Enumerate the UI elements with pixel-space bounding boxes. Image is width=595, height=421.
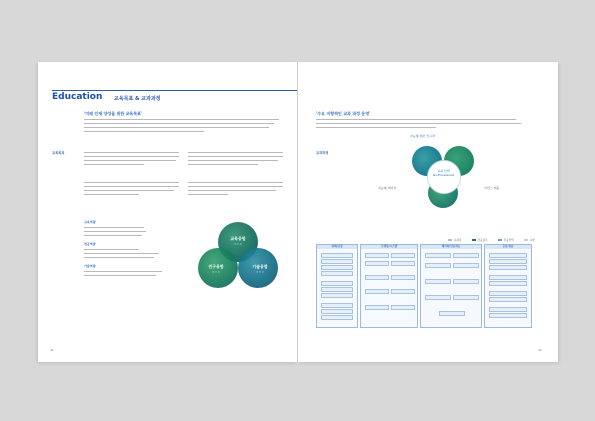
body-text-line — [84, 127, 269, 128]
section-rule — [52, 90, 297, 91]
course-box — [453, 263, 479, 268]
column-header: 응용/실습 — [485, 245, 531, 249]
course-box — [321, 303, 353, 308]
list-item — [84, 275, 156, 276]
course-box — [391, 275, 415, 280]
course-box — [365, 261, 389, 266]
list-item — [84, 231, 146, 232]
cycle-top-label: 지능형 제조 인프라 — [410, 134, 436, 138]
list-item — [84, 249, 139, 250]
course-box — [489, 307, 527, 312]
legend-swatch — [498, 239, 502, 241]
venn-label-right: 기술융합 — [252, 264, 268, 269]
venn-label-top: 교육융합 — [230, 236, 246, 241]
body-text-line — [316, 123, 521, 124]
cycle-bottom-left-label: 지능형 데이터 — [378, 186, 397, 190]
body-text-line — [316, 127, 436, 128]
body-text-line — [316, 119, 516, 120]
course-box — [425, 279, 451, 284]
cycle-center-line2: Go-Excellence — [432, 173, 455, 177]
left-headline: '미래 인재 양성을 위한 교육목표' — [84, 111, 143, 116]
venn-dots: • • • — [234, 242, 242, 246]
course-box — [391, 305, 415, 310]
body-text-line — [84, 123, 274, 124]
course-box — [425, 253, 451, 258]
curriculum-cycle-diagram — [408, 140, 478, 212]
right-headline: '수요 지향적인 교과 과정 운영' — [316, 111, 371, 116]
body-text-line — [188, 160, 278, 161]
body-text-line — [84, 160, 176, 161]
course-box — [321, 315, 353, 320]
course-box — [489, 297, 527, 302]
list-item — [84, 253, 159, 254]
body-text-line — [84, 186, 179, 187]
course-box — [321, 265, 353, 270]
course-box — [365, 275, 389, 280]
course-box — [489, 291, 527, 296]
convergence-venn-diagram — [188, 222, 288, 297]
column-header: 데이터/인공지능 — [421, 245, 481, 249]
legend-swatch — [448, 239, 452, 241]
course-box — [321, 309, 353, 314]
venn-dots: • • • — [256, 270, 264, 274]
course-box — [391, 289, 415, 294]
legend-swatch — [472, 239, 476, 241]
legend-item: 전공선택 — [498, 237, 514, 242]
course-box — [489, 259, 527, 264]
legend-swatch — [524, 239, 528, 241]
list-title-major: 전공역량 — [84, 242, 96, 246]
section-title: Education — [52, 92, 103, 102]
course-box — [425, 295, 451, 300]
curriculum-column — [360, 244, 418, 328]
list-title-education: 교육역량 — [84, 220, 96, 224]
course-box — [425, 263, 451, 268]
body-text-line — [84, 164, 144, 165]
legend-item: 교과목 — [448, 237, 462, 242]
body-text-line — [188, 190, 276, 191]
course-box — [321, 259, 353, 264]
course-box — [453, 295, 479, 300]
course-box — [365, 253, 389, 258]
list-title-tech: 기술역량 — [84, 264, 96, 268]
left-page — [38, 62, 297, 362]
body-text-line — [84, 152, 179, 153]
body-text-line — [188, 152, 283, 153]
list-item — [84, 227, 144, 228]
course-box — [489, 281, 527, 286]
book-spread — [38, 62, 558, 362]
course-box — [391, 253, 415, 258]
venn-label-left: 연구융합 — [208, 264, 224, 269]
legend-item: 전공필수 — [472, 237, 488, 242]
curriculum-column — [420, 244, 482, 328]
curriculum-column — [484, 244, 532, 328]
body-text-line — [84, 194, 139, 195]
body-text-line — [84, 156, 179, 157]
course-box — [365, 305, 389, 310]
body-text-line — [188, 182, 283, 183]
body-text-line — [84, 190, 174, 191]
course-box — [321, 253, 353, 258]
curriculum-legend — [448, 237, 535, 242]
course-box — [365, 289, 389, 294]
right-page — [298, 62, 558, 362]
body-text-line — [188, 186, 283, 187]
body-text-line — [84, 182, 179, 183]
side-label-curriculum: 교과과정 — [316, 151, 329, 155]
body-text-line — [188, 194, 228, 195]
course-box — [489, 275, 527, 280]
course-box — [321, 271, 353, 276]
body-text-line — [188, 164, 258, 165]
venn-dots: • • • — [212, 270, 220, 274]
course-box — [321, 287, 353, 292]
course-box — [453, 253, 479, 258]
course-box — [321, 281, 353, 286]
list-item — [84, 271, 162, 272]
cycle-center-line1: 교육 산학 — [437, 169, 450, 173]
side-label-goals: 교육목표 — [52, 151, 65, 155]
page-number-right: 42 — [538, 348, 542, 352]
section-subtitle: 교육목표 & 교과과정 — [114, 96, 161, 102]
body-text-line — [84, 131, 204, 132]
course-box — [439, 311, 465, 316]
course-box — [489, 253, 527, 258]
legend-item: 교양 — [524, 237, 535, 242]
cycle-bottom-right-label: 서비스 제품 — [484, 186, 500, 190]
body-text-line — [188, 156, 283, 157]
course-box — [453, 279, 479, 284]
body-text-line — [84, 119, 279, 120]
curriculum-column — [316, 244, 358, 328]
list-item — [84, 235, 142, 236]
page-number-left: 41 — [50, 348, 54, 352]
cycle-center — [427, 160, 461, 194]
column-header: 모델링/시스템 — [361, 245, 417, 249]
course-box — [489, 265, 527, 270]
column-header: 설계/공정 — [317, 245, 357, 249]
course-box — [321, 293, 353, 298]
course-box — [489, 313, 527, 318]
list-item — [84, 257, 154, 258]
course-box — [391, 261, 415, 266]
